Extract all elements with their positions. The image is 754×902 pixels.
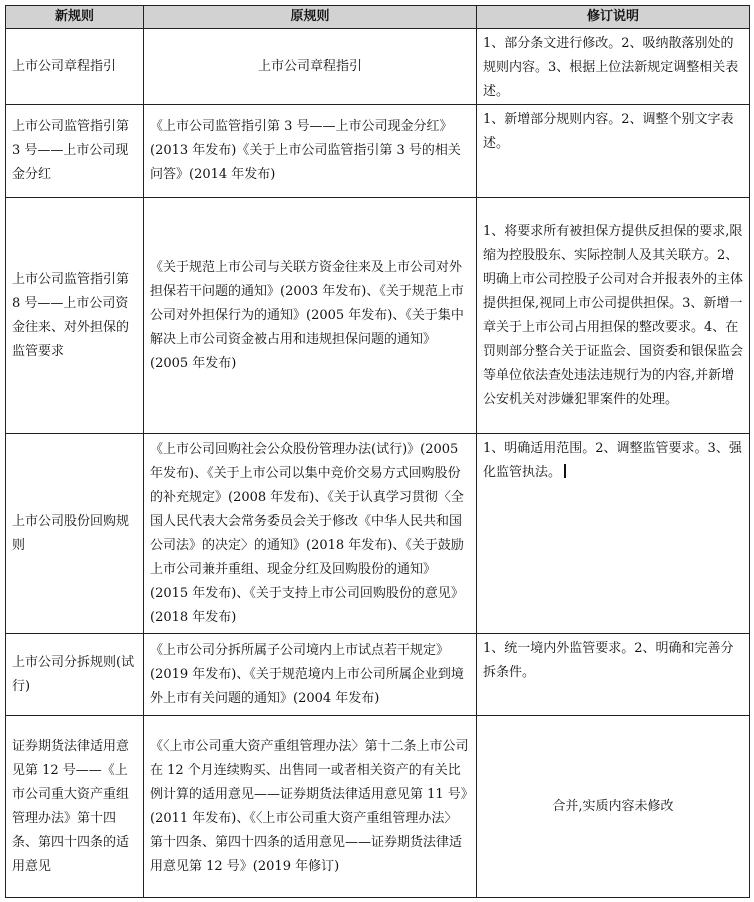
cell-new-rule: 证券期货法律适用意见第 12 号——《上市公司重大资产重组管理办法》第十四条、第四十四条的适用意见 <box>6 716 144 898</box>
cell-revision-note: 合并,实质内容未修改 <box>477 716 750 898</box>
cell-revision-note: 1、将要求所有被担保方提供反担保的要求,限缩为控股股东、实际控制人及其关联方。2、明确上市公司控股子公司对合并报表外的主体提供担保,视同上市公司提供担保。3、新增一章关于上市公司占用担保的整改要求。4、在罚则部分整合关于证监会、国资委和银保监会等单位依法查处违法违规行为的内容,并新增公安机关对涉嫌犯罪案件的处理。 <box>477 198 750 434</box>
cell-new-rule: 上市公司分拆规则(试行) <box>6 634 144 716</box>
cell-revision-note: 1、新增部分规则内容。2、调整个别文字表述。 <box>477 105 750 198</box>
cell-revision-note: 1、统一境内外监管要求。2、明确和完善分拆条件。 <box>477 634 750 716</box>
header-row <box>6 6 750 29</box>
revision-note-text: 1、明确适用范围。2、调整监管要求。3、强化监管执法。 <box>483 441 742 480</box>
table-row <box>6 198 750 434</box>
cell-old-rule: 《上市公司分拆所属子公司境内上市试点若干规定》(2019 年发布)、《关于规范境内上市公司所属企业到境外上市有关问题的通知》(2004 年发布) <box>144 634 477 716</box>
table-row <box>6 29 750 105</box>
cell-revision-note: 1、部分条文进行修改。2、吸纳散落别处的规则内容。3、根据上位法新规定调整相关表述。 <box>477 29 750 105</box>
text-cursor <box>564 464 566 478</box>
header-revision-note: 修订说明 <box>477 6 750 29</box>
cell-old-rule: 《上市公司回购社会公众股份管理办法(试行)》(2005 年发布)、《关于上市公司以集中竞价交易方式回购股份的补充规定》(2008 年发布)、《关于认真学习贯彻〈全国人民代表大会常务委员会关于修改《中华人民共和国公司法》的决定〉的通知》(2018 年发布)、《关于鼓励上市公司兼并重组、现金分红及回购股份的通知》(2015 年发布)、《关于支持上市公司回购股份的意见》(2018 年发布) <box>144 434 477 634</box>
cell-old-rule: 《关于规范上市公司与关联方资金往来及上市公司对外担保若干问题的通知》(2003 年发布)、《关于规范上市公司对外担保行为的通知》(2005 年发布)、《关于集中解决上市公司资金被占用和违规担保问题的通知》(2005 年发布) <box>144 198 477 434</box>
cell-new-rule: 上市公司监管指引第 3 号——上市公司现金分红 <box>6 105 144 198</box>
header-new-rule: 新规则 <box>6 6 144 29</box>
cell-old-rule: 上市公司章程指引 <box>144 29 477 105</box>
table-row <box>6 716 750 898</box>
cell-old-rule: 《〈上市公司重大资产重组管理办法〉第十二条上市公司在 12 个月连续购买、出售同一或者相关资产的有关比例计算的适用意见——证券期货法律适用意见第 11 号》(2011 年发布)、《〈上市公司重大资产重组管理办法〉第十四条、第四十四条的适用意见——证券期货法律适用意见第 12 号》(2019 年修订) <box>144 716 477 898</box>
cell-old-rule: 《上市公司监管指引第 3 号——上市公司现金分红》(2013 年发布)《关于上市公司监管指引第 3 号的相关问答》(2014 年发布) <box>144 105 477 198</box>
cell-new-rule: 上市公司股份回购规则 <box>6 434 144 634</box>
cell-new-rule: 上市公司监管指引第 8 号——上市公司资金往来、对外担保的监管要求 <box>6 198 144 434</box>
header-old-rule: 原规则 <box>144 6 477 29</box>
rules-comparison-table <box>5 5 750 898</box>
table-row <box>6 434 750 634</box>
cell-revision-note <box>477 434 750 634</box>
cell-new-rule: 上市公司章程指引 <box>6 29 144 105</box>
table-row <box>6 105 750 198</box>
table-row <box>6 634 750 716</box>
